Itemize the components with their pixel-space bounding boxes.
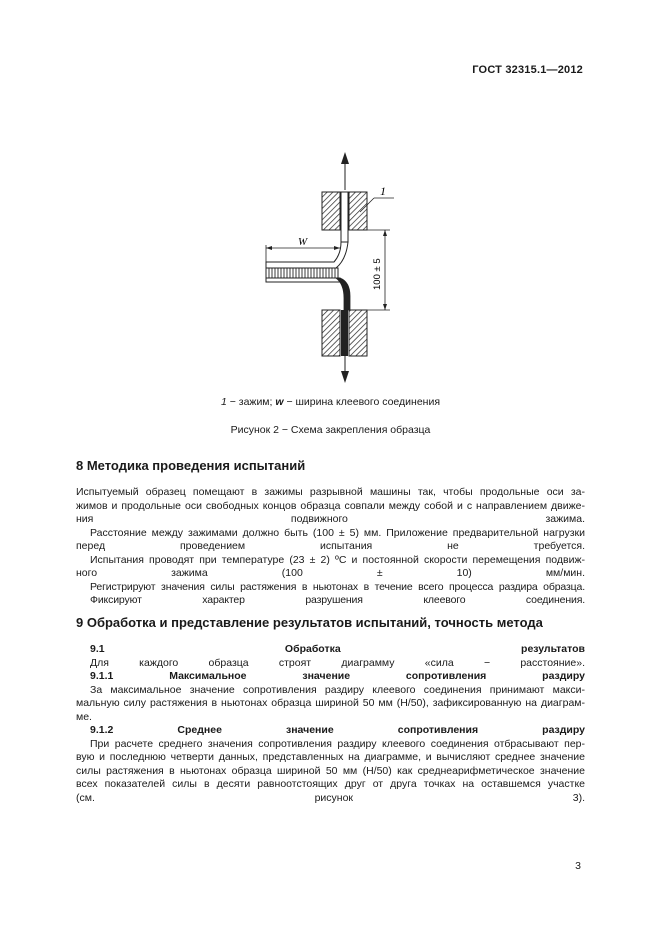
specimen-lower-bend [336,278,350,310]
s91-heading: 9.1 Обработка результатов [90,643,585,655]
s91-text: Для каждого образца строят диаграмму «сила − расстояние». [90,656,585,669]
s8-p4: Регистрируют значения силы растяжения в ньютонах в течение всего процесса раздира образца. [90,580,585,593]
legend-w-symbol: w [275,396,284,408]
section-9 [76,616,585,630]
figure-title: Рисунок 2 − Схема закрепления образца [230,424,431,436]
s912-line2: вую и последнюю четверти данных, представленных на диаграмме, и вычисляют среднее значение [76,751,585,763]
s911-line3: ме. [76,710,92,723]
s911-line1: За максимальное значение сопротивления раздиру клеевого соединения принимают макси- [90,683,585,696]
s911-heading: 9.1.1 Максимальное значение сопротивления раздиру [90,670,585,682]
s912-line5: (см. рисунок 3). [76,791,585,804]
clamping-diagram [250,150,410,385]
figure-legend [0,396,661,408]
s8-p1-line1: Испытуемый образец помещают в зажимы разрывной машины так, чтобы продольные оси за- [76,486,585,498]
legend-width-text: − ширина клеевого соединения [283,396,441,408]
bottom-arrow [341,356,349,383]
s8-p5: Фиксируют характер разрушения клеевого соединения. [90,594,585,606]
section-9-heading: 9 Обработка и представление результатов испытаний, точность метода [76,615,543,630]
s8-p3-line2: ного зажима (100 ± 10) мм/мин. [76,567,585,579]
s8-p1-line2: жимов и продольные оси свободных концов образца совпали между собой и с направлением движе- [76,499,585,512]
s8-p3-line1: Испытания проводят при температуре (23 ± 2) ºС и постоянной скорости перемещения подвиж- [90,553,585,566]
s912-line4: всех показателей силы в десяти равноотстоящих друг от друга точках на оставшемся участке [76,778,585,790]
s8-p2-line1: Расстояние между зажимами должно быть (100 ± 5) мм. Приложение предварительной нагрузки [90,526,585,539]
s912-line1: При расчете среднего значения сопротивления раздиру клеевого соединения отбрасывают пер- [90,737,585,750]
s8-p2-line2: перед проведением испытания не требуется. [76,540,585,552]
s912-heading: 9.1.2 Среднее значение сопротивления раздиру [90,724,585,736]
section-8-heading: 8 Методика проведения испытаний [76,458,306,473]
section-8-body [76,486,585,608]
top-arrow [341,152,349,190]
distance-label: 100 ± 5 [372,258,383,290]
s8-p1-line3: ния подвижного зажима. [76,513,585,525]
specimen-upper-end [341,192,348,242]
s912-line3: силы растяжения в ньютонах образца шириной 50 мм (Н/50) как среднеарифметическое значение [76,764,585,777]
s911-line2: мальную силу растяжения в ньютонах образца шириной 50 мм (Н/50), зафиксированную на диаграм- [76,697,585,709]
legend-clamp-text: − зажим; [226,396,276,408]
page-number: 3 [575,860,581,872]
adhesive-joint [266,268,338,278]
bottom-clamp [322,310,367,356]
standard-code: ГОСТ 32315.1—2012 [472,64,583,76]
section-9-body [76,643,585,805]
section-8 [76,459,585,473]
width-label: W [298,236,308,248]
clamp-number-label: 1 [380,184,386,198]
legend-number: 1 [220,396,227,408]
